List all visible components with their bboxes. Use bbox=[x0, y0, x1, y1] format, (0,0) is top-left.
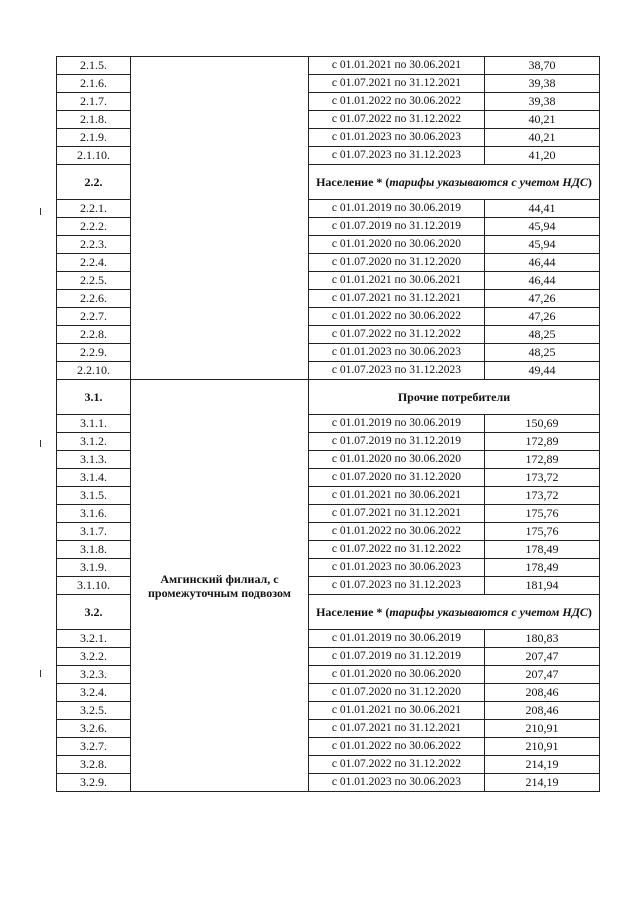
tariff-value: 44,41 bbox=[485, 200, 600, 218]
tariff-table bbox=[56, 56, 600, 792]
row-number: 3.1.10. bbox=[57, 577, 131, 595]
row-number: 2.2.2. bbox=[57, 218, 131, 236]
row-number: 3.1.4. bbox=[57, 469, 131, 487]
tariff-period: с 01.01.2021 по 30.06.2021 bbox=[309, 272, 485, 290]
tariff-period: с 01.07.2020 по 31.12.2020 bbox=[309, 684, 485, 702]
tariff-value: 181,94 bbox=[485, 577, 600, 595]
row-number: 3.2.8. bbox=[57, 756, 131, 774]
row-number: 2.1.7. bbox=[57, 93, 131, 111]
tariff-period: с 01.01.2019 по 30.06.2019 bbox=[309, 630, 485, 648]
tariff-value: 208,46 bbox=[485, 684, 600, 702]
category-label: Население * ( bbox=[316, 605, 390, 619]
tariff-period: с 01.07.2019 по 31.12.2019 bbox=[309, 218, 485, 236]
tariff-value: 180,83 bbox=[485, 630, 600, 648]
tariff-value: 38,70 bbox=[485, 57, 600, 75]
tariff-period: с 01.07.2021 по 31.12.2021 bbox=[309, 290, 485, 308]
row-number: 2.1.5. bbox=[57, 57, 131, 75]
tariff-value: 46,44 bbox=[485, 272, 600, 290]
tariff-period: с 01.07.2022 по 31.12.2022 bbox=[309, 541, 485, 559]
category-tail: ) bbox=[587, 605, 592, 619]
tariff-value: 175,76 bbox=[485, 523, 600, 541]
tariff-period: с 01.01.2023 по 30.06.2023 bbox=[309, 774, 485, 792]
row-number: 3.2.6. bbox=[57, 720, 131, 738]
tariff-value: 207,47 bbox=[485, 648, 600, 666]
row-number: 3.1.9. bbox=[57, 559, 131, 577]
row-number: 2.1.8. bbox=[57, 111, 131, 129]
row-number: 3.2.9. bbox=[57, 774, 131, 792]
row-number: 2.2.4. bbox=[57, 254, 131, 272]
tariff-period: с 01.01.2021 по 30.06.2021 bbox=[309, 487, 485, 505]
tariff-value: 39,38 bbox=[485, 93, 600, 111]
tariff-period: с 01.07.2023 по 31.12.2023 bbox=[309, 147, 485, 165]
group-header-row bbox=[57, 380, 600, 415]
tariff-period: с 01.07.2023 по 31.12.2023 bbox=[309, 362, 485, 380]
row-number: 2.2.6. bbox=[57, 290, 131, 308]
category-label: Прочие потребители bbox=[397, 390, 511, 404]
tariff-period: с 01.01.2023 по 30.06.2023 bbox=[309, 344, 485, 362]
tariff-value: 46,44 bbox=[485, 254, 600, 272]
row-number: 3.1.6. bbox=[57, 505, 131, 523]
tariff-value: 207,47 bbox=[485, 666, 600, 684]
tariff-value: 39,38 bbox=[485, 75, 600, 93]
tariff-value: 40,21 bbox=[485, 111, 600, 129]
category-tail: ) bbox=[587, 175, 592, 189]
tariff-table-body bbox=[57, 57, 600, 792]
row-number: 3.1.7. bbox=[57, 523, 131, 541]
tariff-period: с 01.07.2020 по 31.12.2020 bbox=[309, 254, 485, 272]
row-number: 3.1.3. bbox=[57, 451, 131, 469]
row-number: 3.2.3. bbox=[57, 666, 131, 684]
tariff-period: с 01.01.2019 по 30.06.2019 bbox=[309, 415, 485, 433]
row-number: 2.2.3. bbox=[57, 236, 131, 254]
tariff-period: с 01.01.2023 по 30.06.2023 bbox=[309, 559, 485, 577]
row-number: 3.2.2. bbox=[57, 648, 131, 666]
tariff-value: 48,25 bbox=[485, 344, 600, 362]
row-number: 2.2.5. bbox=[57, 272, 131, 290]
tariff-period: с 01.07.2023 по 31.12.2023 bbox=[309, 577, 485, 595]
organization-name: Амгинский филиал, с промежуточным подвозом bbox=[131, 380, 309, 792]
tariff-value: 47,26 bbox=[485, 308, 600, 326]
tariff-period: с 01.07.2021 по 31.12.2021 bbox=[309, 505, 485, 523]
tariff-value: 210,91 bbox=[485, 720, 600, 738]
category-note: тарифы указываются с учетом НДС bbox=[389, 175, 588, 189]
tariff-period: с 01.01.2022 по 30.06.2022 bbox=[309, 738, 485, 756]
tariff-period: с 01.01.2019 по 30.06.2019 bbox=[309, 200, 485, 218]
tariff-period: с 01.01.2021 по 30.06.2021 bbox=[309, 57, 485, 75]
row-number: 3.1.8. bbox=[57, 541, 131, 559]
tariff-value: 208,46 bbox=[485, 702, 600, 720]
tariff-value: 40,21 bbox=[485, 129, 600, 147]
tariff-value: 47,26 bbox=[485, 290, 600, 308]
consumer-category bbox=[309, 165, 600, 200]
tariff-period: с 01.07.2019 по 31.12.2019 bbox=[309, 433, 485, 451]
group-code: 3.2. bbox=[57, 595, 131, 630]
row-number: 2.2.9. bbox=[57, 344, 131, 362]
row-number: 2.1.6. bbox=[57, 75, 131, 93]
group-code: 3.1. bbox=[57, 380, 131, 415]
group-code: 2.2. bbox=[57, 165, 131, 200]
tariff-value: 175,76 bbox=[485, 505, 600, 523]
scan-mark bbox=[40, 208, 41, 215]
tariff-value: 214,19 bbox=[485, 774, 600, 792]
row-number: 2.2.10. bbox=[57, 362, 131, 380]
table-row bbox=[57, 57, 600, 75]
tariff-period: с 01.07.2021 по 31.12.2021 bbox=[309, 75, 485, 93]
scan-mark bbox=[40, 670, 41, 677]
tariff-period: с 01.01.2022 по 30.06.2022 bbox=[309, 308, 485, 326]
row-number: 3.1.5. bbox=[57, 487, 131, 505]
row-number: 3.1.2. bbox=[57, 433, 131, 451]
tariff-period: с 01.01.2023 по 30.06.2023 bbox=[309, 129, 485, 147]
tariff-value: 150,69 bbox=[485, 415, 600, 433]
tariff-value: 49,44 bbox=[485, 362, 600, 380]
tariff-value: 178,49 bbox=[485, 541, 600, 559]
row-number: 2.1.10. bbox=[57, 147, 131, 165]
scan-mark bbox=[40, 440, 41, 447]
tariff-period: с 01.07.2020 по 31.12.2020 bbox=[309, 469, 485, 487]
row-number: 2.2.7. bbox=[57, 308, 131, 326]
tariff-value: 214,19 bbox=[485, 756, 600, 774]
tariff-value: 45,94 bbox=[485, 236, 600, 254]
consumer-category bbox=[309, 595, 600, 630]
tariff-period: с 01.07.2022 по 31.12.2022 bbox=[309, 326, 485, 344]
row-number: 2.2.1. bbox=[57, 200, 131, 218]
row-number: 3.2.7. bbox=[57, 738, 131, 756]
row-number: 3.1.1. bbox=[57, 415, 131, 433]
row-number: 3.2.4. bbox=[57, 684, 131, 702]
tariff-value: 178,49 bbox=[485, 559, 600, 577]
organization-name bbox=[131, 57, 309, 380]
tariff-value: 48,25 bbox=[485, 326, 600, 344]
tariff-value: 45,94 bbox=[485, 218, 600, 236]
tariff-period: с 01.01.2020 по 30.06.2020 bbox=[309, 451, 485, 469]
tariff-value: 172,89 bbox=[485, 433, 600, 451]
row-number: 3.2.1. bbox=[57, 630, 131, 648]
tariff-value: 210,91 bbox=[485, 738, 600, 756]
tariff-period: с 01.01.2020 по 30.06.2020 bbox=[309, 666, 485, 684]
tariff-period: с 01.01.2020 по 30.06.2020 bbox=[309, 236, 485, 254]
tariff-value: 173,72 bbox=[485, 469, 600, 487]
tariff-period: с 01.07.2021 по 31.12.2021 bbox=[309, 720, 485, 738]
tariff-period: с 01.07.2022 по 31.12.2022 bbox=[309, 756, 485, 774]
consumer-category bbox=[309, 380, 600, 415]
category-note: тарифы указываются с учетом НДС bbox=[389, 605, 588, 619]
tariff-period: с 01.01.2022 по 30.06.2022 bbox=[309, 93, 485, 111]
tariff-period: с 01.07.2019 по 31.12.2019 bbox=[309, 648, 485, 666]
tariff-value: 172,89 bbox=[485, 451, 600, 469]
row-number: 3.2.5. bbox=[57, 702, 131, 720]
row-number: 2.2.8. bbox=[57, 326, 131, 344]
tariff-value: 173,72 bbox=[485, 487, 600, 505]
category-label: Население * ( bbox=[316, 175, 390, 189]
tariff-period: с 01.07.2022 по 31.12.2022 bbox=[309, 111, 485, 129]
tariff-period: с 01.01.2022 по 30.06.2022 bbox=[309, 523, 485, 541]
row-number: 2.1.9. bbox=[57, 129, 131, 147]
tariff-value: 41,20 bbox=[485, 147, 600, 165]
tariff-period: с 01.01.2021 по 30.06.2021 bbox=[309, 702, 485, 720]
